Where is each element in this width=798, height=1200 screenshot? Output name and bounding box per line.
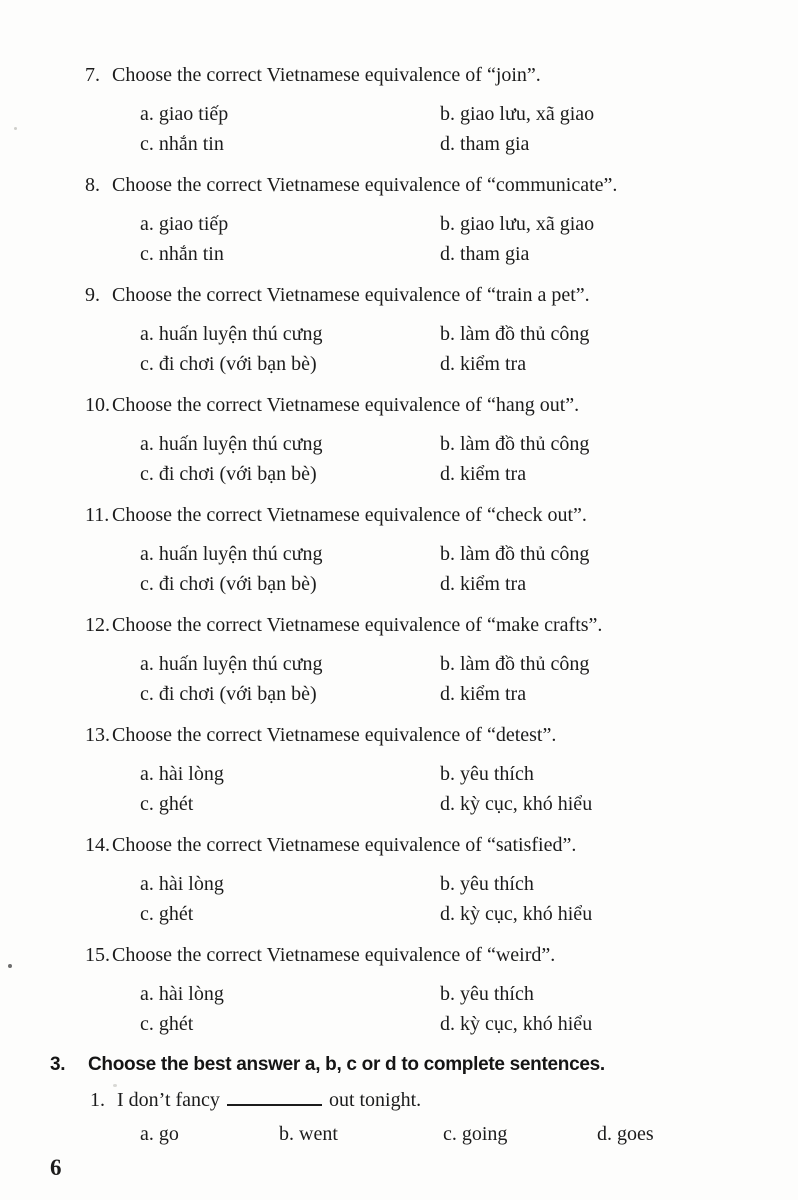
option-c: c. ghét [140, 1013, 194, 1035]
scan-speck [8, 964, 12, 968]
option-b: b. làm đồ thủ công [440, 653, 590, 675]
option-c: c. ghét [140, 793, 194, 815]
option-c: c. đi chơi (với bạn bè) [140, 463, 317, 485]
scan-speck [113, 1084, 117, 1087]
option-d: d. kiểm tra [440, 353, 527, 375]
option-c: c. đi chơi (với bạn bè) [140, 353, 317, 375]
question-12 [85, 610, 750, 709]
question-number: 9. [85, 284, 100, 306]
question-number: 14. [85, 834, 110, 856]
section-number: 3. [50, 1054, 66, 1075]
option-d: d. kiểm tra [440, 463, 527, 485]
section-3-heading [50, 1050, 750, 1080]
option-d: d. kỳ cục, khó hiểu [440, 793, 593, 815]
option-c: c. nhắn tin [140, 133, 224, 155]
question-number: 13. [85, 724, 110, 746]
question-number: 11. [85, 504, 110, 526]
option-d: d. tham gia [440, 133, 530, 155]
question-14 [85, 830, 750, 929]
options-grid [140, 429, 750, 489]
options-grid [140, 319, 750, 379]
question-text [117, 1085, 421, 1115]
options-grid [140, 99, 750, 159]
option-a: a. huấn luyện thú cưng [140, 323, 323, 345]
option-d: d. kỳ cục, khó hiểu [440, 1013, 593, 1035]
question-text: Choose the correct Vietnamese equivalence of “train a pet”. [112, 284, 590, 306]
question-number: 10. [85, 394, 110, 416]
options-grid [140, 979, 750, 1039]
option-d: d. goes [597, 1123, 654, 1145]
question-text: Choose the correct Vietnamese equivalence of “detest”. [112, 724, 557, 746]
question-number: 7. [85, 64, 100, 86]
options-grid [140, 869, 750, 929]
option-b: b. làm đồ thủ công [440, 543, 590, 565]
option-a: a. hài lòng [140, 983, 224, 1005]
section-3-question-1 [90, 1085, 750, 1115]
text-after-blank: out tonight. [328, 1089, 422, 1111]
page-content [50, 60, 750, 1149]
option-b: b. yêu thích [440, 873, 534, 895]
page-number: 6 [50, 1155, 62, 1180]
option-b: b. làm đồ thủ công [440, 433, 590, 455]
option-a: a. go [140, 1123, 179, 1145]
option-c: c. ghét [140, 903, 194, 925]
options-grid [140, 209, 750, 269]
option-a: a. huấn luyện thú cưng [140, 433, 323, 455]
question-number: 8. [85, 174, 100, 196]
question-text: Choose the correct Vietnamese equivalence of “check out”. [112, 504, 587, 526]
option-a: a. huấn luyện thú cưng [140, 653, 323, 675]
option-d: d. kiểm tra [440, 573, 527, 595]
question-11 [85, 500, 750, 599]
text-before-blank: I don’t fancy [117, 1089, 220, 1111]
question-8 [85, 170, 750, 269]
scan-speck [14, 127, 17, 130]
option-d: d. tham gia [440, 243, 530, 265]
question-text: Choose the correct Vietnamese equivalence of “weird”. [112, 944, 556, 966]
option-c: c. đi chơi (với bạn bè) [140, 683, 317, 705]
question-text: Choose the correct Vietnamese equivalence of “hang out”. [112, 394, 580, 416]
question-9 [85, 280, 750, 379]
option-b: b. went [279, 1123, 338, 1145]
option-a: a. giao tiếp [140, 213, 229, 235]
options-row [140, 1119, 750, 1149]
option-d: d. kỳ cục, khó hiểu [440, 903, 593, 925]
option-a: a. huấn luyện thú cưng [140, 543, 323, 565]
option-b: b. yêu thích [440, 763, 534, 785]
options-grid [140, 759, 750, 819]
option-c: c. đi chơi (với bạn bè) [140, 573, 317, 595]
option-c: c. going [443, 1123, 508, 1145]
section-title: Choose the best answer a, b, c or d to complete sentences. [88, 1054, 605, 1075]
option-c: c. nhắn tin [140, 243, 224, 265]
question-text: Choose the correct Vietnamese equivalence of “communicate”. [112, 174, 618, 196]
question-text: Choose the correct Vietnamese equivalence of “join”. [112, 64, 541, 86]
option-b: b. giao lưu, xã giao [440, 213, 595, 235]
question-7 [85, 60, 750, 159]
question-15 [85, 940, 750, 1039]
option-d: d. kiểm tra [440, 683, 527, 705]
option-b: b. yêu thích [440, 983, 534, 1005]
option-b: b. làm đồ thủ công [440, 323, 590, 345]
question-number: 12. [85, 614, 110, 636]
fill-in-blank [227, 1092, 322, 1106]
question-10 [85, 390, 750, 489]
question-number: 1. [90, 1089, 105, 1111]
question-text: Choose the correct Vietnamese equivalence of “make crafts”. [112, 614, 603, 636]
option-a: a. hài lòng [140, 873, 224, 895]
options-grid [140, 539, 750, 599]
question-13 [85, 720, 750, 819]
options-grid [140, 649, 750, 709]
question-number: 15. [85, 944, 110, 966]
option-a: a. giao tiếp [140, 103, 229, 125]
option-a: a. hài lòng [140, 763, 224, 785]
question-text: Choose the correct Vietnamese equivalence of “satisfied”. [112, 834, 577, 856]
option-b: b. giao lưu, xã giao [440, 103, 595, 125]
